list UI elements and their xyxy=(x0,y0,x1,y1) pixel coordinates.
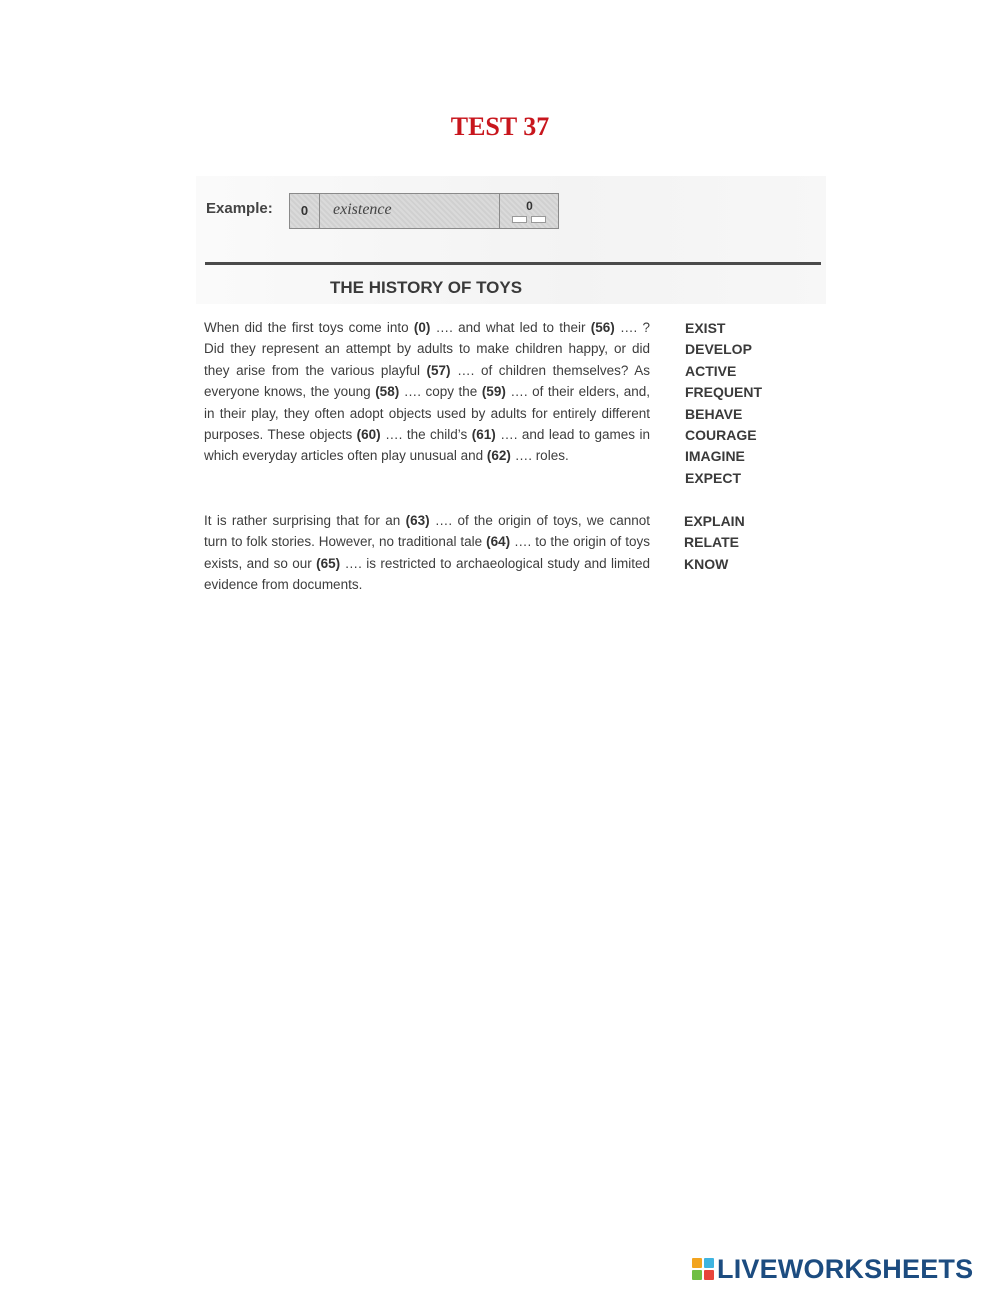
gap-number: (65) xyxy=(316,555,341,571)
word-list-2 xyxy=(684,511,824,575)
paragraph-text: …. ? Did they represent an attempt by adults to make children happy, or did they arise from the various playful xyxy=(204,320,650,378)
logo-square xyxy=(704,1270,714,1280)
gap-number: (60) xyxy=(356,427,381,443)
section-divider xyxy=(205,262,821,265)
logo-square xyxy=(692,1270,702,1280)
logo-square xyxy=(692,1258,702,1268)
logo-square xyxy=(704,1258,714,1268)
gap-number: (61) xyxy=(471,427,496,443)
word-list-1 xyxy=(685,318,825,489)
stem-word: ACTIVE xyxy=(685,362,737,379)
stem-word: EXPLAIN xyxy=(684,513,745,529)
example-answer-box xyxy=(289,193,559,229)
stem-word: RELATE xyxy=(684,534,739,551)
example-answer-marker xyxy=(499,194,559,228)
example-answer: existence xyxy=(333,201,392,218)
answer-sheet-mark xyxy=(512,216,527,223)
page-title: TEST 37 xyxy=(450,112,550,141)
text-paragraph-2 xyxy=(204,510,650,596)
gap-number: (59) xyxy=(481,384,506,400)
stem-word: FREQUENT xyxy=(685,384,762,401)
paragraph-text: It is rather surprising that for an xyxy=(204,513,406,528)
text-paragraph-1 xyxy=(204,317,650,467)
paragraph-text: …. is restricted to archaeological study and limited evidence from documents. xyxy=(204,555,650,593)
answer-sheet-mark xyxy=(531,216,546,223)
gap-number: (58) xyxy=(375,384,400,400)
stem-word: IMAGINE xyxy=(685,448,745,465)
example-label: Example: xyxy=(206,200,273,217)
gap-number: (57) xyxy=(426,362,451,378)
liveworksheets-logo-icon xyxy=(692,1258,714,1280)
brand-name: LIVEWORKSHEETS xyxy=(717,1253,974,1284)
paragraph-text: …. of the origin of toys, we cannot turn to folk stories. However, no traditional tale xyxy=(204,513,651,550)
stem-word: EXIST xyxy=(685,320,726,336)
stem-word: BEHAVE xyxy=(685,405,743,422)
paragraph-text: When did the first toys come into xyxy=(204,320,414,335)
gap-number: (0) xyxy=(413,320,431,335)
paragraph-text: …. to the origin of toys exists, and so our xyxy=(204,534,650,571)
example-number: 0 xyxy=(290,194,320,228)
gap-number: (62) xyxy=(486,448,511,464)
example-marker-number: 0 xyxy=(526,199,533,213)
paragraph-text: …. of children themselves? As everyone knows, the young xyxy=(204,362,650,400)
paragraph-text: …. roles. xyxy=(510,448,569,464)
liveworksheets-logo xyxy=(692,1254,973,1284)
paragraph-text: …. the child’s xyxy=(380,427,472,443)
gap-number: (63) xyxy=(405,513,430,528)
stem-word: EXPECT xyxy=(685,469,742,486)
gap-number: (64) xyxy=(486,534,511,550)
stem-word: KNOW xyxy=(684,555,729,572)
paragraph-text: …. and what led to their xyxy=(430,320,591,335)
section-title: THE HISTORY OF TOYS xyxy=(330,278,523,297)
gap-number: (56) xyxy=(590,320,615,335)
paragraph-text: …. and lead to games in which everyday articles often play unusual and xyxy=(204,427,651,464)
stem-word: DEVELOP xyxy=(685,341,752,358)
stem-word: COURAGE xyxy=(685,427,757,444)
paragraph-text: …. copy the xyxy=(399,384,482,400)
paragraph-text: …. of their elders, and, in their play, they often adopt objects used by adults for entirely different purposes. These objects xyxy=(204,384,650,443)
